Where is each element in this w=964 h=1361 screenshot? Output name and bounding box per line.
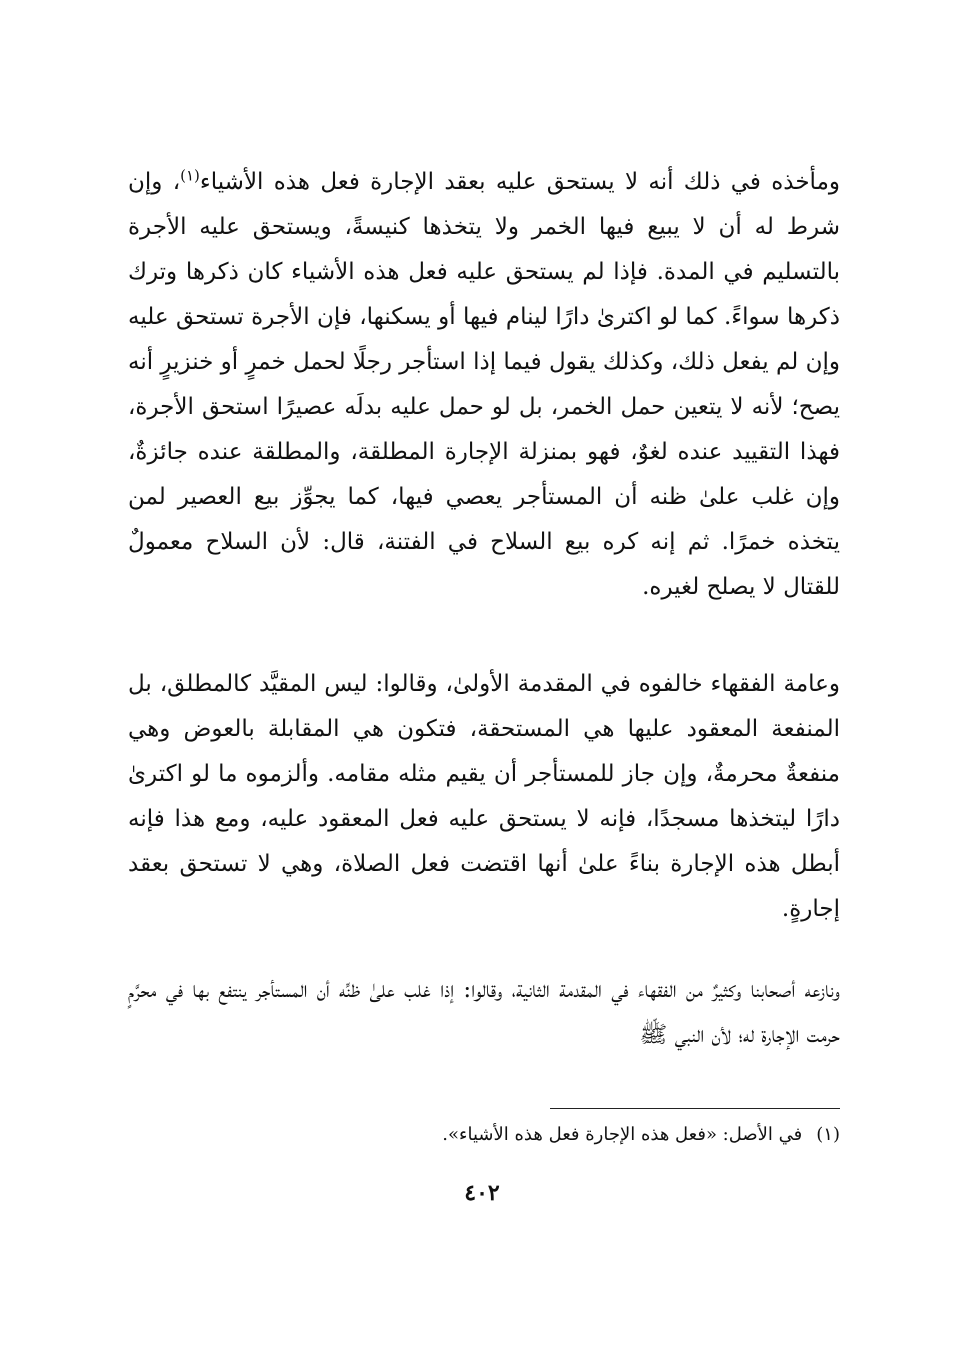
footnote <box>240 1120 840 1150</box>
footnote-number: (١) <box>816 1124 840 1145</box>
paragraph-2 <box>128 662 840 932</box>
footnote-text: في الأصل: «فعل هذه الإجارة فعل هذه الأشياء». <box>442 1124 803 1145</box>
footnote-reference: (١) <box>180 166 200 185</box>
paragraph-2-text: وعامة الفقهاء خالفوه في المقدمة الأولىٰ، وقالوا: ليس المقيَّد كالمطلق، بل المنفعة المعقود عليها هي المستحقة، فتكون هي المقابلة بالعوض وهي منفعةٌ محرمةٌ، وإن جاز للمستأجر أن يقيم مثله مقامه. وألزموه ما لو اكترىٰ دارًا ليتخذها مسجدًا، فإنه لا يستحق عليه فعل المعقود عليه، ومع هذا فإنه أبطل هذه الإجارة بناءً علىٰ أنها اقتضت فعل الصلاة، وهي لا تستحق بعقد إجارةٍ. <box>128 671 840 922</box>
page-number: ٤٠٢ <box>464 1180 500 1206</box>
paragraph-3-text: ونازعه أصحابنا وكثيرٌ من الفقهاء في المقدمة الثانية، وقالوا: إذا غلب علىٰ ظنِّه أن المستأجر ينتفع بها في محرَّمٍ حرمت الإجارة له؛ لأن النبي ﷺ <box>128 977 840 1048</box>
paragraph-1-text-start: ومأخذه في ذلك أنه لا يستحق عليه بعقد الإجارة فعل هذه الأشياء <box>199 169 840 195</box>
footnote-divider <box>550 1108 840 1109</box>
paragraph-1 <box>128 160 840 610</box>
paragraph-1-text-rest: ، وإن شرط له أن لا يبيع فيها الخمر ولا يتخذها كنيسةً، ويستحق عليه الأجرة بالتسليم في المدة. فإذا لم يستحق عليه فعل هذه الأشياء كان ذكرها وترك ذكرها سواءً. كما لو اكترىٰ دارًا لينام فيها أو يسكنها، فإن الأجرة تستحق عليه وإن لم يفعل ذلك، وكذلك يقول فيما إذا استأجر رجلًا لحمل خمرٍ أو خنزيرٍ أنه يصح؛ لأنه لا يتعين حمل الخمر، بل لو حمل عليه بدلَه عصيرًا استحق الأجرة، فهذا التقييد عنده لغوٌ، فهو بمنزلة الإجارة المطلقة، والمطلقة عنده جائزةٌ، وإن غلب علىٰ ظنه أن المستأجر يعصي فيها، كما يجوِّز بيع العصير لمن يتخذه خمرًا. ثم إنه كره بيع السلاح في الفتنة، قال: لأن السلاح معمولٌ للقتال لا يصلح لغيره. <box>128 169 840 600</box>
paragraph-3 <box>128 968 840 1058</box>
